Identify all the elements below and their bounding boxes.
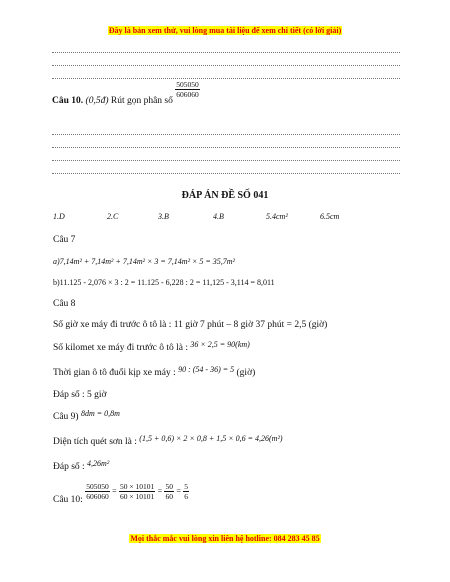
answer-3: 3.B: [158, 212, 169, 221]
equals-sign: =: [112, 486, 117, 496]
answer-2: 2.C: [107, 212, 119, 221]
answer-5: 5.4cm²: [266, 212, 288, 221]
equals-sign: =: [176, 486, 181, 496]
cau10-fraction-3: [164, 482, 174, 501]
cau10-label: Câu 10:: [53, 494, 83, 505]
answer-6: 6.5cm: [320, 212, 340, 221]
cau9-answer: [53, 459, 110, 472]
fraction-denominator: 6: [184, 492, 188, 501]
fraction-numerator: 5: [184, 482, 188, 491]
cau8-line-2-math: 36 × 2,5 = 90(km): [190, 340, 250, 349]
answer-1: 1.D: [53, 212, 65, 221]
cau7-label: Câu 7: [53, 235, 76, 245]
question-10: [52, 80, 200, 106]
preview-banner-text: Đây là bản xem thử, vui lòng mua tài liệu để xem chi tiết (có lời giải): [108, 26, 342, 35]
cau8-line-3-text: Thời gian ô tô đuổi kịp xe máy :: [53, 368, 176, 378]
cau9-area: [53, 434, 283, 447]
answer-line: [52, 52, 400, 53]
cau9-row: [53, 409, 120, 422]
cau10-row: [53, 482, 189, 505]
fraction-numerator: 505050: [86, 482, 109, 491]
fraction-denominator: 606060: [176, 90, 199, 99]
cau9-area-text: Diện tích quét sơn là :: [53, 437, 137, 447]
cau7-line-a: a)7,14m² + 7,14m² + 7,14m² × 3 = 7,14m² × 5 = 35,7m²: [53, 257, 235, 266]
answer-line: [52, 134, 400, 135]
cau9-math: 8dm = 0,8m: [80, 409, 120, 418]
answer-line: [52, 160, 400, 161]
cau7-line-b: b)11.125 - 2,076 × 3 : 2 = 11.125 - 6,228 : 2 = 11,125 - 3,114 = 8,011: [53, 278, 275, 287]
answer-line: [52, 65, 400, 66]
question-10-label: Câu 10.: [52, 96, 84, 106]
fraction-numerator: 50: [165, 482, 173, 491]
question-10-score: (0,5đ): [85, 96, 109, 106]
answer-key-heading: ĐÁP ÁN ĐỀ SỐ 041: [181, 190, 269, 201]
cau8-line-3: [53, 365, 256, 378]
cau8-line-3-math: 90 : (54 - 36) = 5: [178, 365, 235, 374]
answer-line: [52, 78, 400, 79]
cau8-line-3-unit: (giờ): [236, 368, 256, 378]
fraction-denominator: 60: [165, 492, 173, 501]
cau10-fraction-2: [119, 482, 155, 501]
cau8-answer: Đáp số : 5 giờ: [53, 390, 107, 400]
fraction-denominator: 606060: [86, 492, 109, 501]
question-10-text: Rút gọn phân số: [110, 96, 173, 106]
preview-banner: [0, 26, 450, 35]
cau9-area-math: (1,5 + 0,6) × 2 × 0,8 + 1,5 × 0,6 = 4,26(m²): [139, 434, 283, 443]
fraction-denominator: 60 × 10101: [119, 492, 155, 501]
cau8-line-1: Số giờ xe máy đi trước ô tô là : 11 giờ 7 phút – 8 giờ 37 phút = 2,5 (giờ): [53, 320, 328, 330]
equals-sign: =: [157, 486, 163, 496]
answer-4: 4.B: [213, 212, 224, 221]
cau9-label: Câu 9): [53, 412, 79, 422]
cau9-answer-label: Đáp số :: [53, 462, 85, 472]
fraction-numerator: 505050: [176, 80, 199, 89]
cau10-fraction-1: [85, 482, 110, 501]
cau8-label: Câu 8: [53, 299, 76, 309]
answer-line: [52, 173, 400, 174]
cau8-line-2-text: Số kilomet xe máy đi trước ô tô là :: [53, 343, 188, 353]
cau9-answer-math: 4,26m²: [87, 459, 110, 468]
cau8-line-2: [53, 340, 250, 353]
hotline-banner-text: Mọi thắc mắc vui lòng xin liên hệ hotline: 084 283 45 85: [130, 534, 320, 543]
answer-line: [52, 147, 400, 148]
hotline-banner: [0, 534, 450, 543]
fraction-numerator: 50 × 10101: [119, 482, 155, 491]
cau10-fraction-4: [183, 482, 189, 501]
question-10-fraction: [175, 80, 200, 99]
